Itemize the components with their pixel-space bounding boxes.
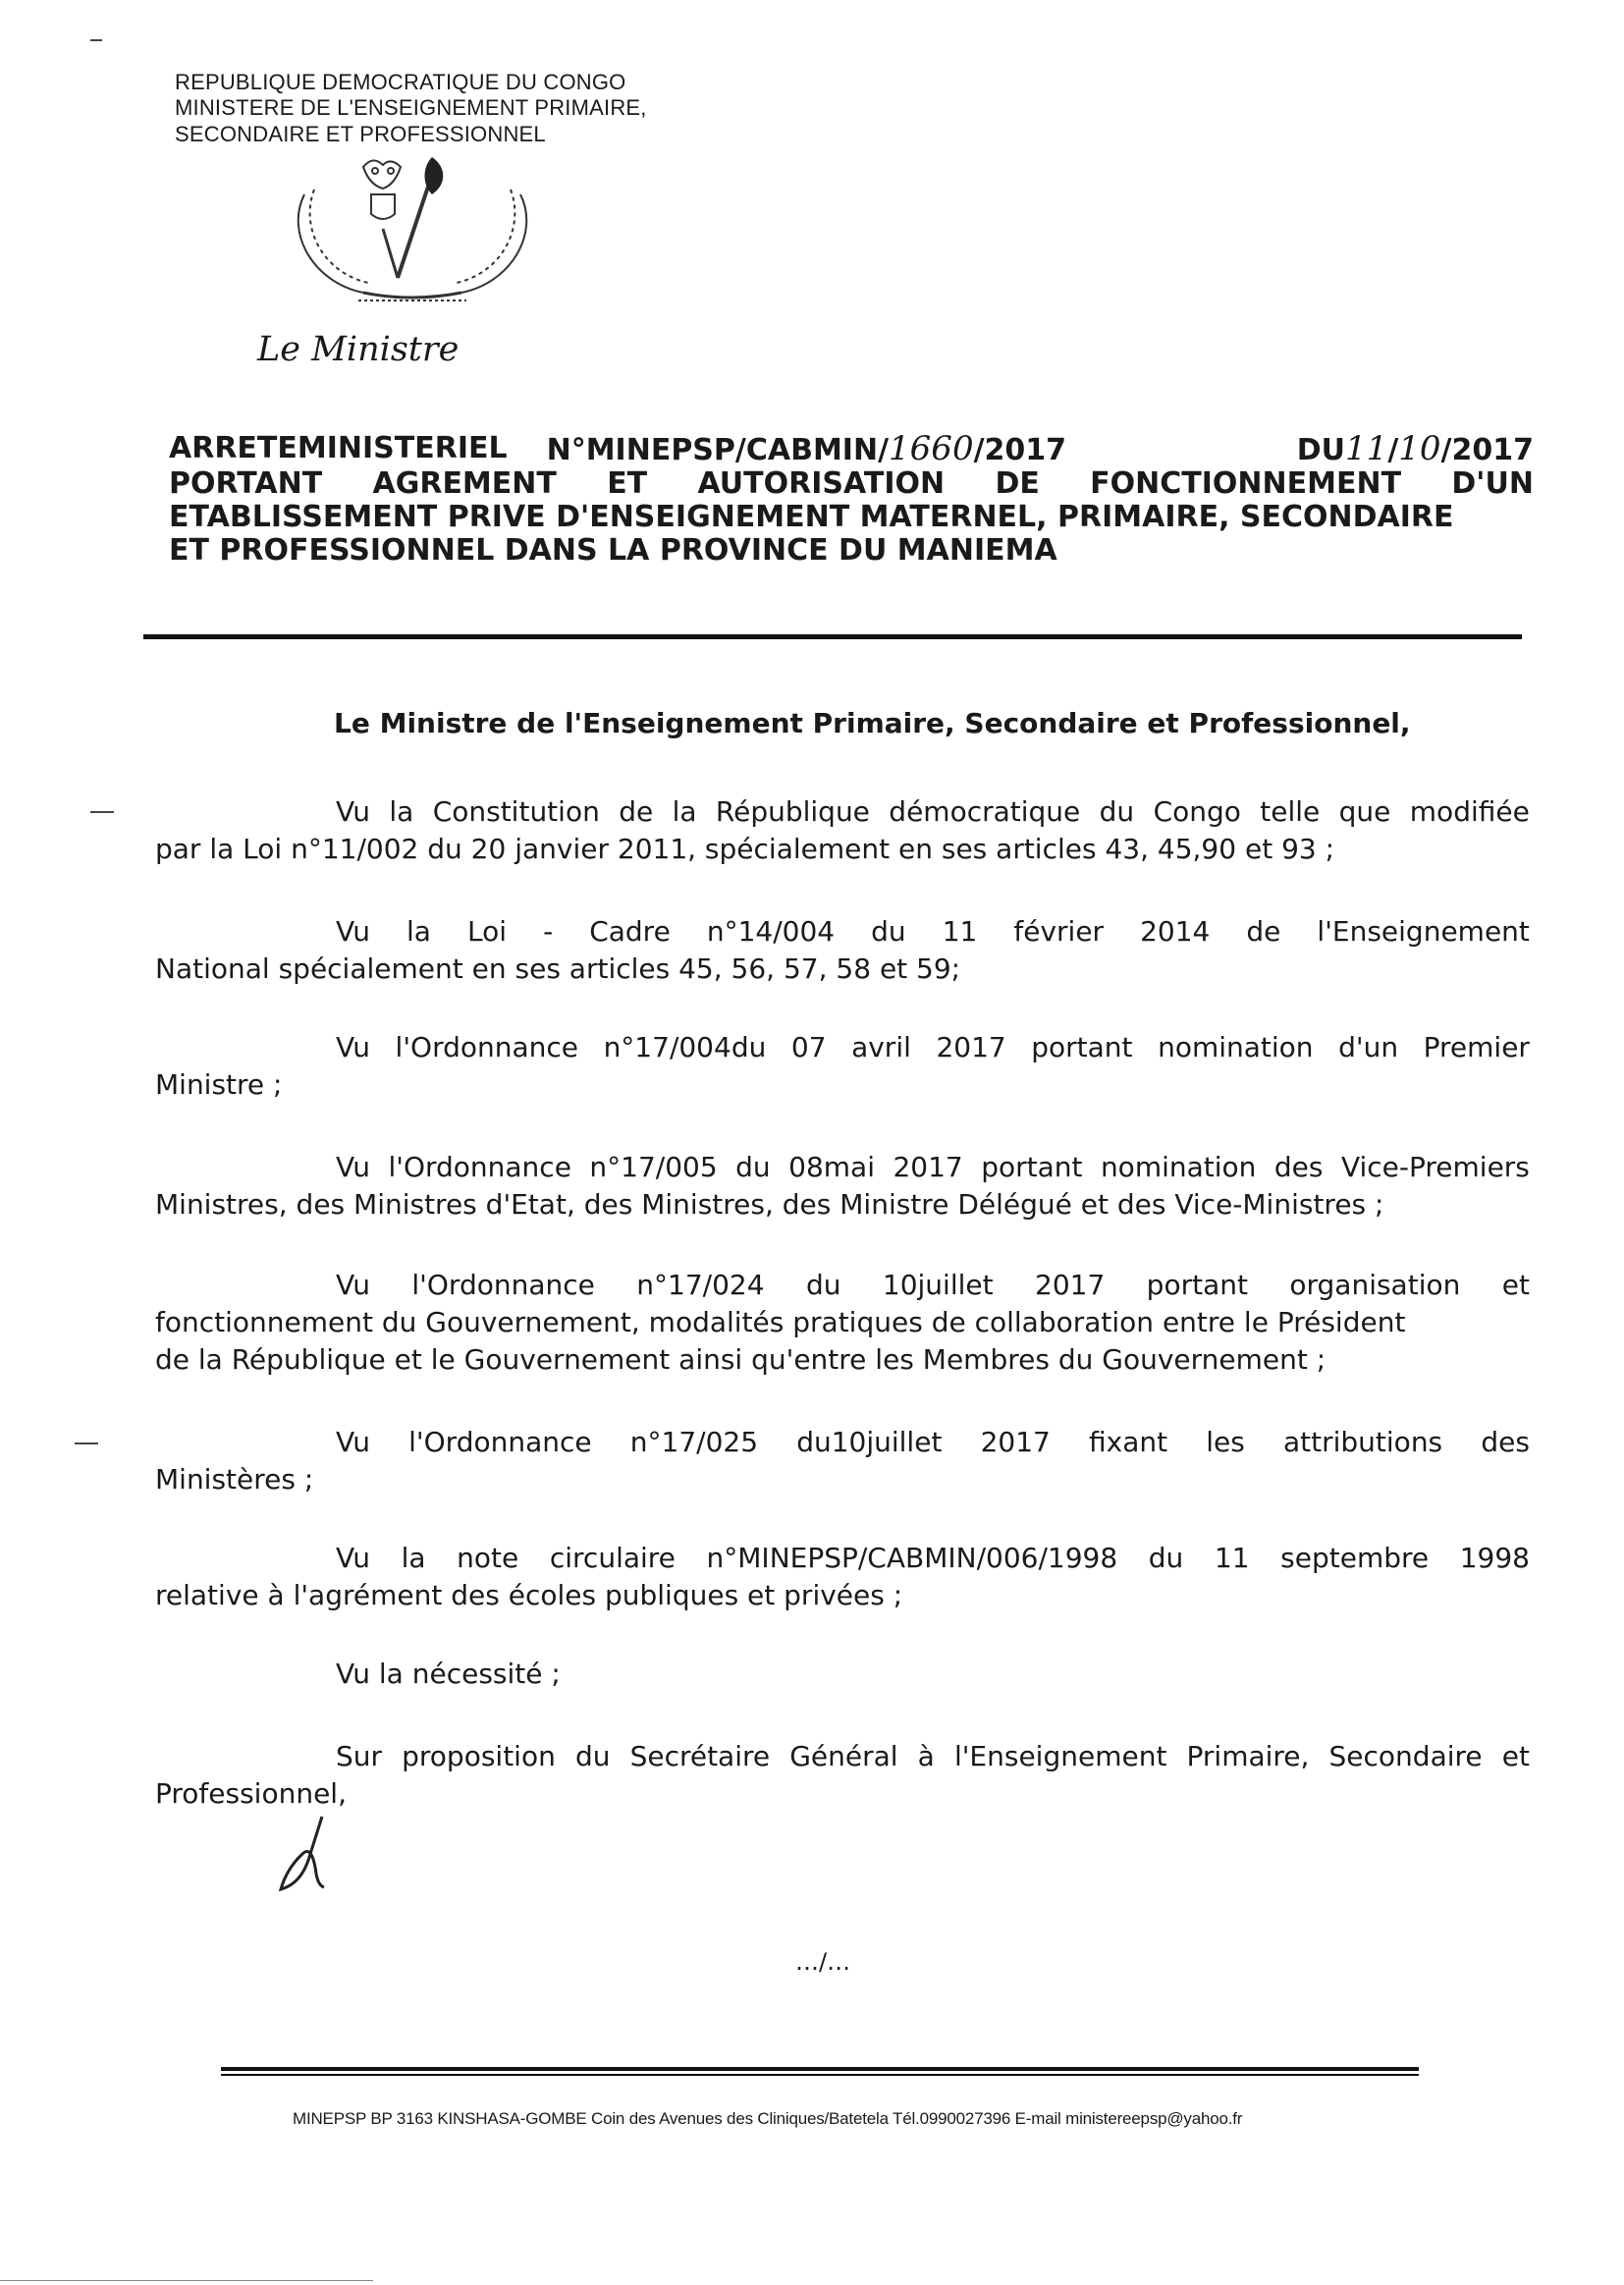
header-country: REPUBLIQUE DEMOCRATIQUE DU CONGO xyxy=(175,70,626,94)
decree-date: DU11/10/2017 xyxy=(1296,429,1534,468)
scan-mark xyxy=(0,2280,373,2281)
consideration-loi-cadre: Vu la Loi - Cadre n°14/004 du 11 février 2014 de l'Enseignement National spécialement en ses articles 45, 56, 57, 58 et 59; xyxy=(155,915,1530,985)
scan-mark xyxy=(90,39,102,41)
consideration-proposition: Sur proposition du Secrétaire Général à l'Enseignement Primaire, Secondaire et Professionnel, xyxy=(155,1740,1530,1810)
decree-day-handwritten: 11 xyxy=(1345,429,1388,468)
decree-title-line1 xyxy=(169,429,1534,468)
consideration-ordonnance-025: Vu l'Ordonnance n°17/025 du10juillet 2017 fixant les attributions des Ministères ; xyxy=(155,1426,1530,1496)
decree-title-line2: PORTANT AGREMENT ET AUTORISATION DE FONCTIONNEMENT D'UN xyxy=(169,466,1534,501)
signatory-heading: Le Ministre xyxy=(257,330,460,369)
footer-divider-thin xyxy=(221,2074,1419,2076)
header-ministry: MINISTERE DE L'ENSEIGNEMENT PRIMAIRE, xyxy=(175,95,647,120)
consideration-note-circulaire: Vu la note circulaire n°MINEPSP/CABMIN/006/1998 du 11 septembre 1998 relative à l'agrément des écoles publiques et privées ; xyxy=(155,1542,1530,1611)
decree-reference: N°MINEPSP/CABMIN/1660/2017 xyxy=(546,429,1067,468)
consideration-ordonnance-004: Vu l'Ordonnance n°17/004du 07 avril 2017 portant nomination d'un Premier Ministre ; xyxy=(155,1031,1530,1101)
decree-title-line3: ETABLISSEMENT PRIVE D'ENSEIGNEMENT MATERNEL, PRIMAIRE, SECONDAIRE xyxy=(169,500,1454,534)
consideration-ordonnance-005: Vu l'Ordonnance n°17/005 du 08mai 2017 portant nomination des Vice-Premiers Ministres, des Ministres d'Etat, des Ministres, des Ministre Délégué et des Vice-Ministres ; xyxy=(155,1151,1530,1221)
scan-mark xyxy=(75,1442,98,1444)
footer-address: MINEPSP BP 3163 KINSHASA-GOMBE Coin des Avenues des Cliniques/Batetela Tél.0990027396 E-mail ministereepsp@yahoo.fr xyxy=(293,2109,1243,2128)
consideration-necessite: Vu la nécessité ; xyxy=(336,1658,561,1690)
coat-of-arms-icon xyxy=(285,155,540,312)
decree-title xyxy=(169,429,1534,568)
decree-number-handwritten: 1660 xyxy=(889,429,974,468)
footer-divider xyxy=(221,2067,1419,2071)
title-divider xyxy=(143,634,1522,639)
preamble: Le Ministre de l'Enseignement Primaire, Secondaire et Professionnel, xyxy=(334,707,1411,739)
consideration-constitution: Vu la Constitution de la République démocratique du Congo telle que modifiée par la Loi n°11/002 du 20 janvier 2011, spécialement en ses articles 43, 45,90 et 93 ; xyxy=(155,795,1530,865)
consideration-ordonnance-024: Vu l'Ordonnance n°17/024 du 10juillet 2017 portant organisation et fonctionnement du Gouvernement, modalités pratiques de collaboration entre le Président de la République et le Gouvernement ainsi qu'entre les Membres du Gouvernement ; xyxy=(155,1269,1530,1376)
initial-signature-icon xyxy=(273,1815,342,1893)
header-ministry-cont: SECONDAIRE ET PROFESSIONNEL xyxy=(175,122,546,146)
decree-title-line4: ET PROFESSIONNEL DANS LA PROVINCE DU MANIEMA xyxy=(169,533,1057,568)
continued-marker: …/… xyxy=(795,1948,851,1976)
decree-month-handwritten: 10 xyxy=(1398,429,1441,468)
scan-mark xyxy=(90,811,114,813)
decree-kind: ARRETEMINISTERIEL xyxy=(169,431,508,465)
